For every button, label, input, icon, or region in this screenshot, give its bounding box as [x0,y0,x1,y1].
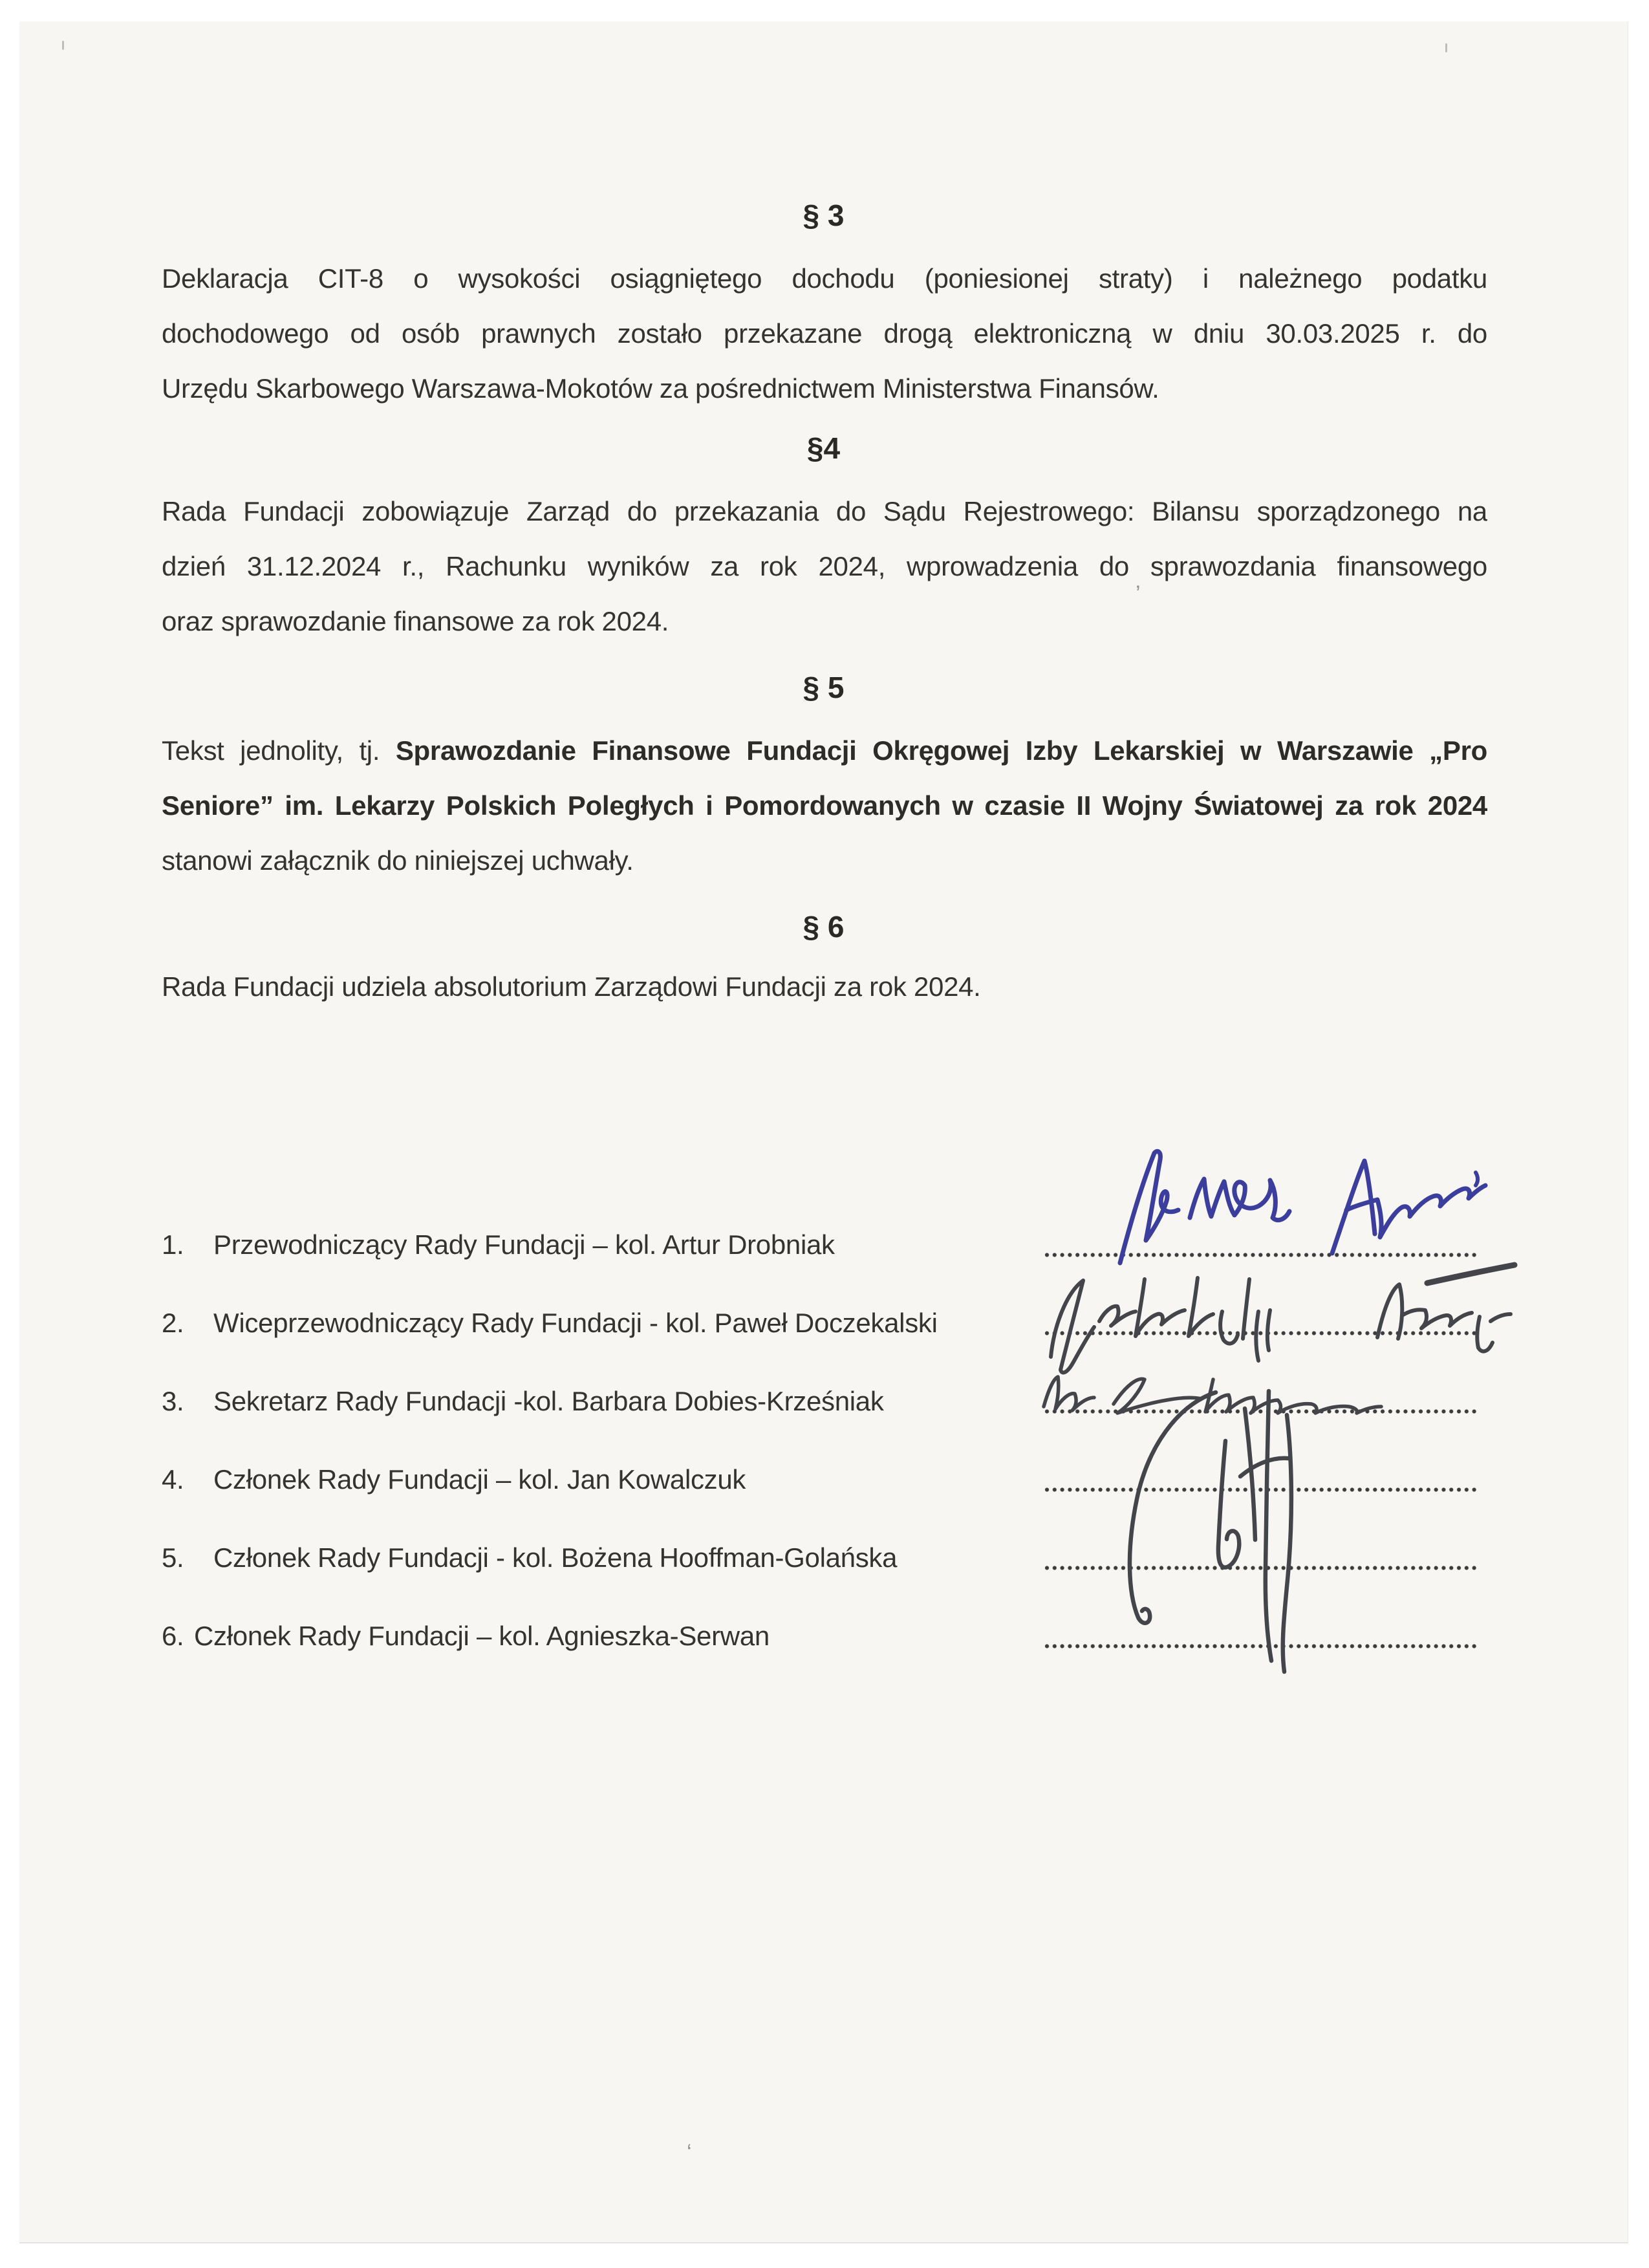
section-3-heading: § 3 [803,199,845,232]
signatory-label: Przewodniczący Rady Fundacji – kol. Artur Drobniak [213,1229,835,1260]
signatory-number: 4. [162,1464,184,1495]
signatory-label: Członek Rady Fundacji – kol. Agnieszka-Serwan [194,1621,770,1651]
section-3-line-3: Urzędu Skarbowego Warszawa-Mokotów za pośrednictwem Ministerstwa Finansów. [162,373,1159,404]
scan-speck [1445,43,1447,52]
section-4-heading: §4 [806,431,841,465]
signature-dotted-line-4 [1044,1487,1479,1493]
scan-speck [62,41,64,50]
section-3-line-2: dochodowego od osób prawnych zostało przekazane drogą elektroniczną w dniu 30.03.2025 r. do [162,318,1487,349]
scan-speck: ’ [1136,581,1141,606]
signatory-row-6 [162,1608,1067,1663]
scan-speck: ‘ [687,2140,692,2165]
signature-dotted-line-6 [1044,1643,1479,1649]
section-5-line-1-regular: Tekst jednolity, tj. [162,735,396,766]
signature-dotted-line-2 [1044,1330,1479,1336]
signature-artur-drobniak [1093,1134,1507,1282]
section-5-heading: § 5 [803,671,845,704]
document-page [19,21,1628,2243]
signature-dotted-line-1 [1044,1252,1479,1258]
signature-dotted-line-5 [1044,1565,1479,1571]
signatory-number: 6. [162,1621,184,1651]
section-4-line-1: Rada Fundacji zobowiązuje Zarząd do przekazania do Sądu Rejestrowego: Bilansu sporządzonego na [162,496,1487,526]
signatory-number: 2. [162,1308,184,1338]
signatory-label: Członek Rady Fundacji – kol. Jan Kowalczuk [213,1464,746,1495]
signatory-row-3 [162,1374,1067,1429]
section-3-line-1: Deklaracja CIT-8 o wysokości osiągniętego dochodu (poniesionej straty) i należnego podatku [162,263,1487,294]
signature-barbara-dobies-krzesniak [1035,1366,1403,1438]
section-5-line-2: Seniore” im. Lekarzy Polskich Poległych i Pomordowanych w czasie II Wojny Światowej za rok 2024 [162,790,1487,821]
section-6-line-1: Rada Fundacji udziela absolutorium Zarządowi Fundacji za rok 2024. [162,971,981,1002]
signature-pawel-doczekalski [1015,1260,1552,1376]
signatory-number: 3. [162,1386,184,1416]
section-5-line-3: stanowi załącznik do niniejszej uchwały. [162,845,634,876]
section-4-line-2: dzień 31.12.2024 r., Rachunku wyników za rok 2024, wprowadzenia do sprawozdania finansowego [162,551,1487,581]
signatory-label: Wiceprzewodniczący Rady Fundacji - kol. Paweł Doczekalski [213,1308,938,1338]
signatory-label: Sekretarz Rady Fundacji -kol. Barbara Dobies-Krześniak [213,1386,884,1416]
signatory-row-1 [162,1217,1067,1272]
signatory-number: 5. [162,1542,184,1573]
signature-dotted-line-3 [1044,1409,1479,1414]
section-5-line-1 [162,723,1487,778]
section-6-heading: § 6 [803,910,845,944]
section-5-line-1-bold: Sprawozdanie Finansowe Fundacji Okręgowej Izby Lekarskiej w Warszawie „Pro [395,735,1487,766]
signatory-row-4 [162,1452,1067,1507]
section-4-line-3: oraz sprawozdanie finansowe za rok 2024. [162,606,669,636]
signatory-row-5 [162,1530,1067,1585]
signatory-label: Członek Rady Fundacji - kol. Bożena Hooffman-Golańska [213,1542,898,1573]
signatory-number: 1. [162,1229,184,1260]
signatory-row-2 [162,1295,1067,1350]
